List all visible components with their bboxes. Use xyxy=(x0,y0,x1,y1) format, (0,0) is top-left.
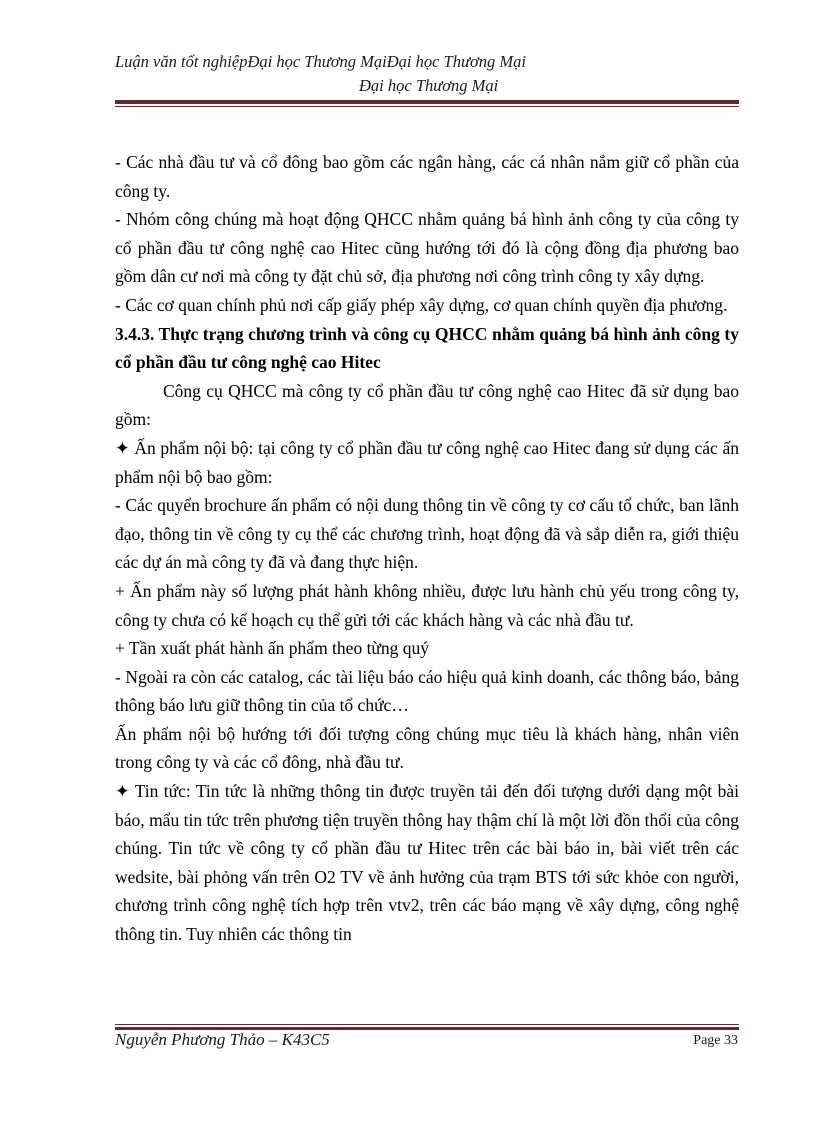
header-title-line-1: Luận văn tốt nghiệpĐại học Thương MạiĐại học Thương Mại xyxy=(115,52,526,71)
footer-page-number: Page 33 xyxy=(693,1033,738,1048)
header-title-line-2: Đại học Thương Mại xyxy=(359,76,499,95)
paragraph: - Nhóm công chúng mà hoạt động QHCC nhằm quảng bá hình ảnh công ty của công ty cổ phần đầu tư công nghệ cao Hitec cũng hướng tới đó là cộng đồng địa phương bao gồm dân cư nơi mà công ty đặt chủ sở, địa phương nơi công trình công ty xây dựng. xyxy=(115,209,739,287)
paragraph: - Ngoài ra còn các catalog, các tài liệu báo cáo hiệu quả kinh doanh, các thông báo, bảng thông báo lưu giữ thông tin của tổ chức… xyxy=(115,666,739,716)
page-header xyxy=(115,50,739,98)
paragraph: - Các quyển brochure ấn phẩm có nội dung thông tin về công ty cơ cấu tổ chức, ban lãnh đạo, thông tin về công ty cụ thể các chương trình, hoạt động đã và sắp diễn ra, giới thiệu các dự án mà công ty đã và đang thực hiện. xyxy=(115,495,739,573)
paragraph: - Các nhà đầu tư và cổ đông bao gồm các ngân hàng, các cá nhân nắm giữ cổ phần của công ty. xyxy=(115,152,739,201)
paragraph: ✦ Tin tức: Tin tức là những thông tin được truyền tải đến đối tượng dưới dạng một bài báo, mẩu tin tức trên phương tiện truyền thông hay thậm chí là một lời đồn thổi của công chúng. Tin tức về công ty cổ phần đầu tư Hitec trên các bài báo in, bài viết trên các wedsite, bài phỏng vấn trên O2 TV về ảnh hưởng của trạm BTS tới sức khỏe con người, chương trình công nghệ tích hợp trên vtv2, trên các báo mạng về xây dựng, công nghệ thông tin. Tuy nhiên các thông tin xyxy=(115,781,739,945)
paragraph: + Ấn phẩm này số lượng phát hành không nhiều, được lưu hành chủ yếu trong công ty, công ty chưa có kế hoạch cụ thể gửi tới các khách hàng và các nhà đầu tư. xyxy=(115,580,739,630)
paragraph: Công cụ QHCC mà công ty cổ phần đầu tư công nghệ cao Hitec đã sử dụng bao gồm: xyxy=(115,380,739,430)
paragraph: + Tần xuất phát hành ấn phẩm theo từng quý xyxy=(115,638,430,659)
paragraph: - Các cơ quan chính phủ nơi cấp giấy phép xây dựng, cơ quan chính quyền địa phương. xyxy=(115,294,728,315)
paragraph: Ấn phẩm nội bộ hướng tới đối tượng công chúng mục tiêu là khách hàng, nhân viên trong công ty và các cổ đông, nhà đầu tư. xyxy=(115,723,739,773)
footer-author: Nguyễn Phương Thảo – K43C5 xyxy=(115,1030,330,1049)
section-heading: 3.4.3. Thực trạng chương trình và công cụ QHCC nhằm quảng bá hình ảnh công ty cổ phần đầu tư công nghệ cao Hitec xyxy=(115,323,739,373)
header-rule-thick xyxy=(115,100,739,104)
header-rule-thin xyxy=(115,106,739,107)
footer-rule-thin xyxy=(115,1024,739,1025)
paragraph: ✦ Ấn phẩm nội bộ: tại công ty cổ phần đầu tư công nghệ cao Hitec đang sử dụng các ấn phẩm nội bộ bao gồm: xyxy=(115,437,739,487)
document-body xyxy=(115,148,739,949)
